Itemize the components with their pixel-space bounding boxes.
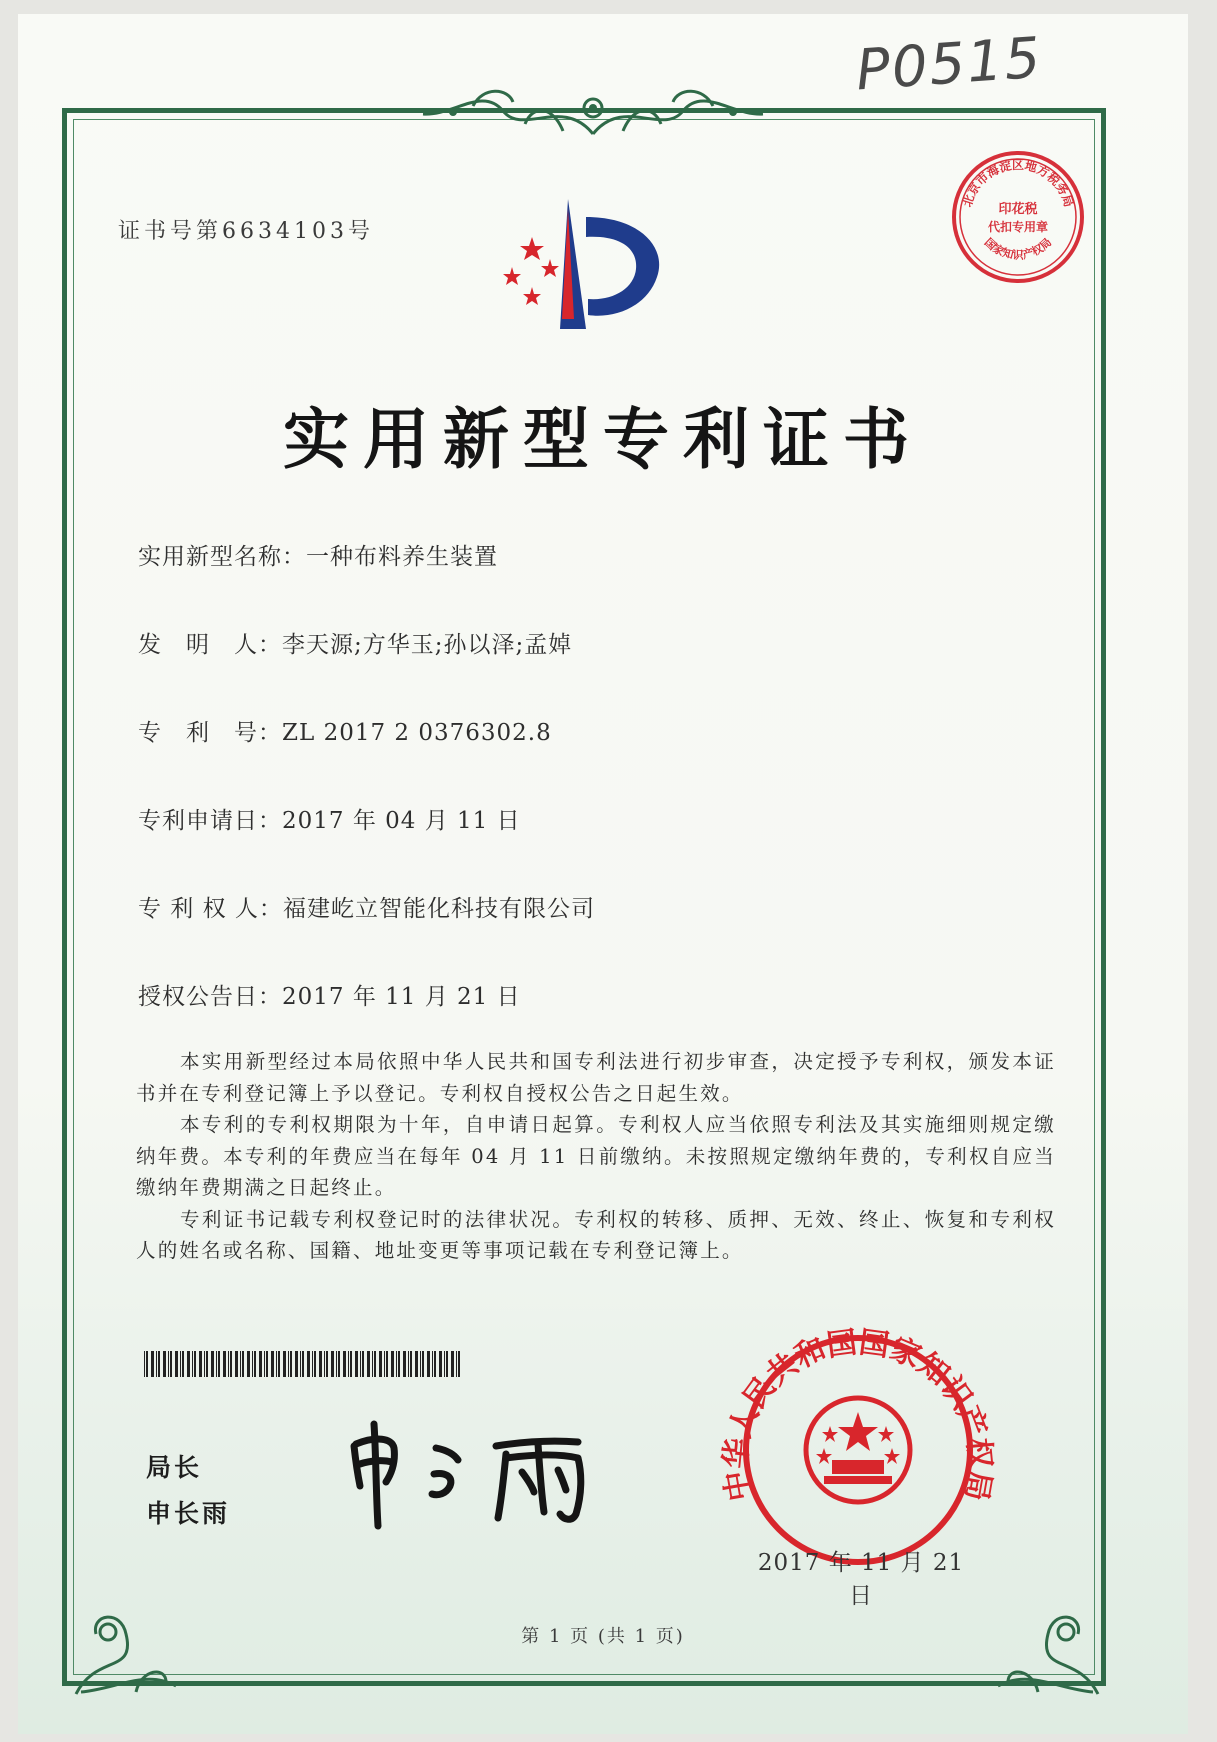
field-label: 专利申请日： [138,808,282,834]
body-paragraph: 本专利的专利权期限为十年，自申请日起算。专利权人应当依照专利法及其实施细则规定缴纳年费。本专利的年费应当在每年 04 月 11 日前缴纳。未按照规定缴纳年费的，专利权自应当缴纳年费期满之日起终止。 [136,1113,1056,1199]
grant-date-row [138,978,521,1011]
field-value: 李天源;方华玉;孙以泽;孟婥 [282,632,573,658]
body-paragraph: 本实用新型经过本局依照中华人民共和国专利法进行初步审查，决定授予专利权，颁发本证书并在专利登记簿上予以登记。专利权自授权公告之日起生效。 [136,1050,1056,1105]
certificate-number: 证书号第6634103号 [118,219,374,244]
field-label: 授权公告日： [138,984,282,1010]
signatory-name: 申长雨 [146,1499,231,1528]
certificate-title: 实用新型专利证书 [283,401,923,478]
certificate-body [136,1046,1056,1267]
field-value: 2017 年 04 月 11 日 [282,808,521,834]
seal-text: 中华人民共和国国家知识产权局 [718,1326,998,1504]
certificate-page [18,14,1188,1734]
tax-stamp [948,147,1088,287]
svg-text:国家知识产权局 [982,235,1054,262]
svg-text:北京市海淀区地方税务局 [960,157,1076,209]
field-label: 专 利 权 人： [138,896,283,922]
field-label: 专 利 号： [138,720,282,746]
barcode [144,1351,464,1377]
field-label: 实用新型名称： [138,544,306,570]
tax-stamp-center-line1: 印花税 [998,202,1038,217]
body-paragraph: 专利证书记载专利权登记时的法律状况。专利权的转移、质押、无效、终止、恢复和专利权人的姓名或名称、国籍、地址变更等事项记载在专利登记簿上。 [136,1207,1056,1262]
inventors-row [138,626,572,659]
patentee-row [138,890,595,923]
tax-stamp-ring-text: 北京市海淀区地方税务局 [960,158,1076,209]
tax-stamp-bottom-text: 国家知识产权局 [981,235,1055,262]
tax-stamp-center-line2: 代扣专用章 [987,220,1049,234]
field-value: 2017 年 11 月 21 日 [282,984,521,1010]
field-value: ZL 2017 2 0376302.8 [282,720,552,746]
field-value: 福建屹立智能化科技有限公司 [282,896,595,922]
top-ornament [413,76,773,146]
handwritten-note: P0515 [853,25,1045,104]
field-value: 一种布料养生装置 [306,544,498,570]
field-label: 发 明 人： [138,632,282,658]
application-date-row [138,802,521,835]
signatory-title: 局长 [146,1453,203,1482]
national-emblem-icon [806,1398,910,1502]
page-number: 第 1 页 (共 1 页) [521,1626,685,1647]
seal-date: 2017 年 11 月 21 日 [757,1550,965,1609]
official-seal [718,1326,998,1566]
patent-number-row [138,714,552,747]
utility-model-name-row [138,538,498,571]
patent-office-emblem-icon [502,199,692,339]
handwritten-signature [346,1414,626,1534]
